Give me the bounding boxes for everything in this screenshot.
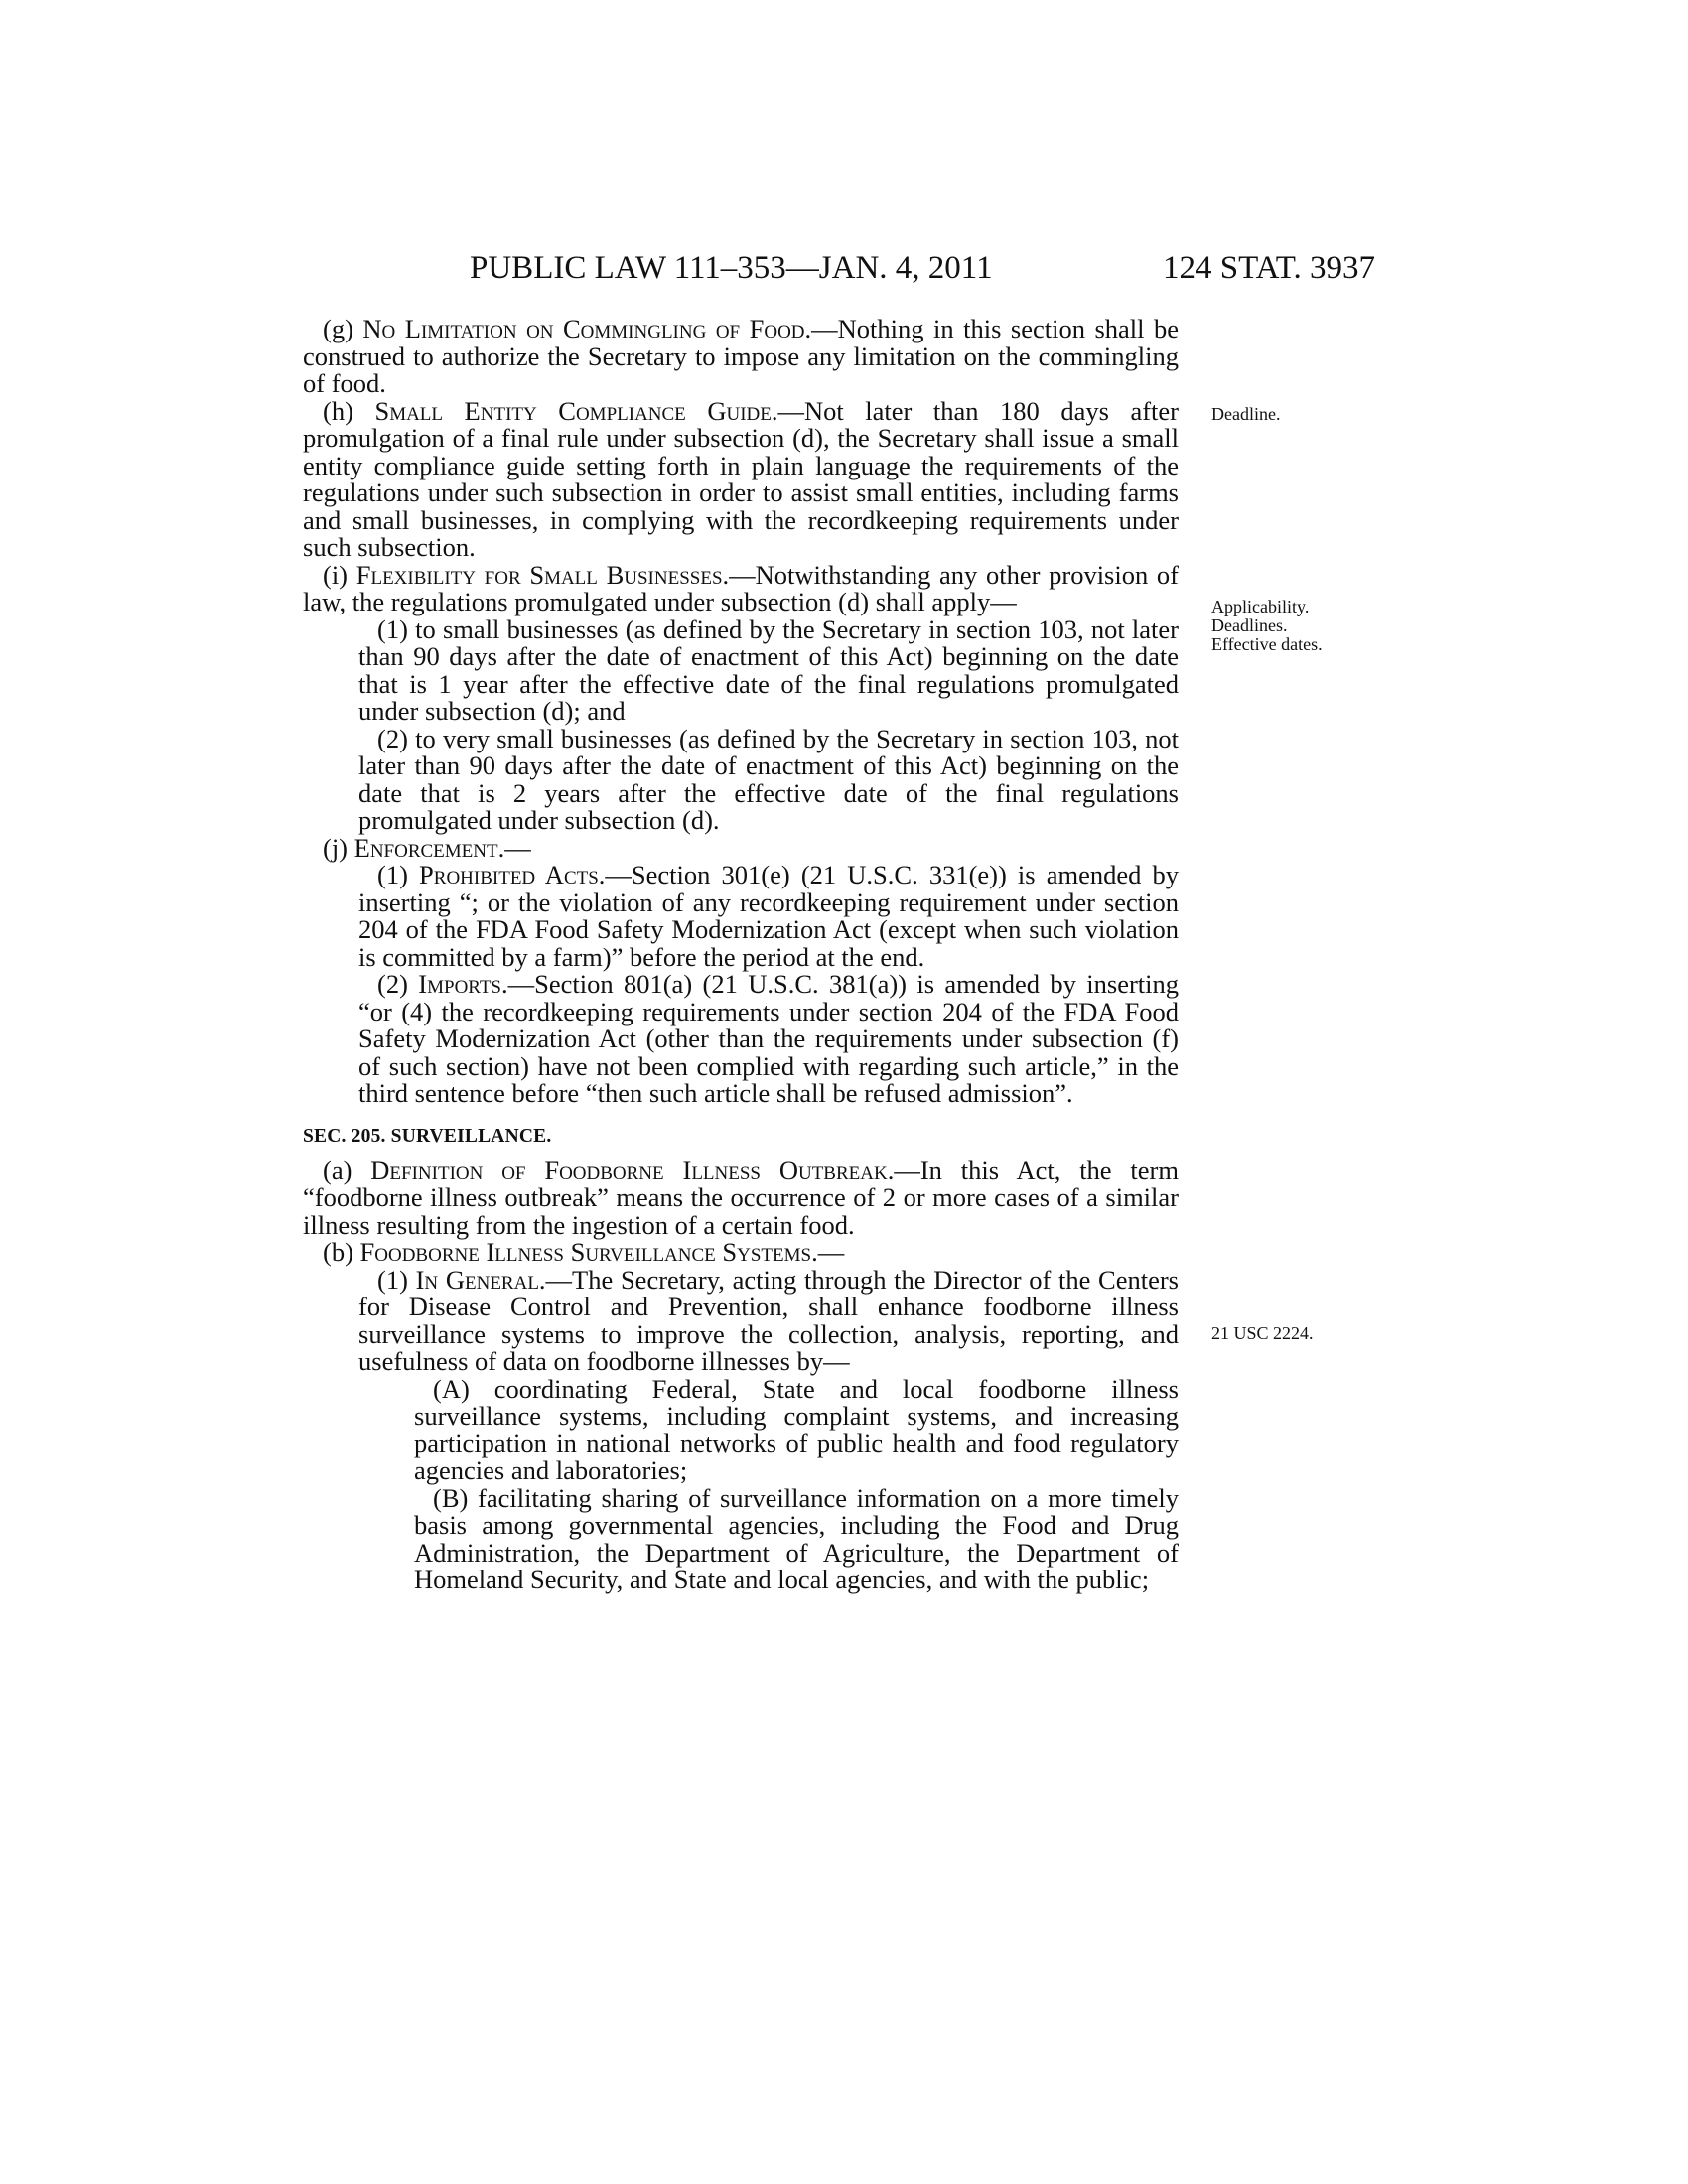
statute-page-number: 124 STAT. 3937 [1162,250,1375,286]
paragraph-g-heading: No Limitation on Commingling of Food. [362,314,812,343]
running-head-title: PUBLIC LAW 111–353—JAN. 4, 2011 [470,250,993,286]
margin-note-deadline: Deadline. [1211,404,1281,424]
margin-note-effective-dates: Effective dates. [1211,634,1323,654]
section-205-heading: SEC. 205. SURVEILLANCE. [303,1125,552,1147]
paragraph-j-1: (1) Prohibited Acts.—Section 301(e) (21 U.S.C. 331(e)) is amended by inserting “; or the violation of any recordkeeping requirement under section 204 of the FDA Food Safety Modernization Act (except when such violation is committed by a farm)” before the period at the end. [358,860,1179,972]
paragraph-j-heading: Enforcement. [353,832,505,863]
paragraph-i-heading: Flexibility for Small Businesses. [355,559,730,590]
paragraph-g: (g) No Limitation on Commingling of Food.—Nothing in this section shall be construed to authorize the Secretary to impose any limitation on the commingling of food. [303,314,1179,398]
paragraph-i: (i) Flexibility for Small Businesses.—Notwithstanding any other provision of law, the regulations promulgated under subsection (d) shall apply— [303,559,1180,616]
section-205-b-1-A: (A) coordinating Federal, State and local foodborne illness surveillance systems, including complaint systems, and increasing participation in national networks of public health and food regulatory agencies and laboratories; [414,1373,1179,1485]
paragraph-h: (h) Small Entity Compliance Guide.—Not later than 180 days after promulgation of a final rule under subsection (d), the Secretary shall issue a small entity compliance guide setting forth in plain language the requirements of the regulations under such subsection in order to assist small entities, including farms and small businesses, in complying with the recordkeeping requirements under such subsection. [303,395,1179,562]
section-205-b-1: (1) In General.—The Secretary, acting through the Director of the Centers for Disease Control and Prevention, shall enhance foodborne illness surveillance systems to improve the collection, analysis, reporting, and usefulness of data on foodborne illnesses by— [358,1264,1179,1376]
running-head [303,250,1375,290]
margin-note-usc-citation: 21 USC 2224. [1211,1323,1314,1343]
paragraph-h-heading: Small Entity Compliance Guide. [374,395,778,426]
margin-note-applicability: Applicability. [1211,597,1310,616]
section-205-b-1-B: (B) facilitating sharing of surveillance information on a more timely basis among governmental agencies, including the Food and Drug Administration, the Department of Agriculture, the Department of Homeland Security, and State and local agencies, and with the public; [414,1482,1179,1594]
paragraph-j-2: (2) Imports.—Section 801(a) (21 U.S.C. 381(a)) is amended by inserting “or (4) the recordkeeping requirements under section 204 of the FDA Food Safety Modernization Act (other than the requirements under subsection (f) of such section) have not been complied with regarding such article,” in the third sentence before “then such article shall be refused admission”. [358,969,1180,1108]
section-205-b: (b) Foodborne Illness Surveillance Systems.— [323,1237,845,1267]
paragraph-i-2: (2) to very small businesses (as defined by the Secretary in section 103, not later than 90 days after the date of enactment of this Act) beginning on the date that is 2 years after the effective date of the final regulations promulgated under subsection (d). [358,723,1179,835]
document-body [303,316,1179,1594]
section-205-a: (a) Definition of Foodborne Illness Outbreak.—In this Act, the term “foodborne illness outbreak” means the occurrence of 2 or more cases of a similar illness resulting from the ingestion of a certain food. [303,1155,1179,1240]
margin-note-deadlines: Deadlines. [1211,615,1288,635]
paragraph-i-1: (1) to small businesses (as defined by the Secretary in section 103, not later than 90 days after the date of enactment of this Act) beginning on the date that is 1 year after the effective date of the final regulations promulgated under subsection (d); and [358,614,1179,726]
paragraph-j: (j) Enforcement.— [323,832,531,863]
